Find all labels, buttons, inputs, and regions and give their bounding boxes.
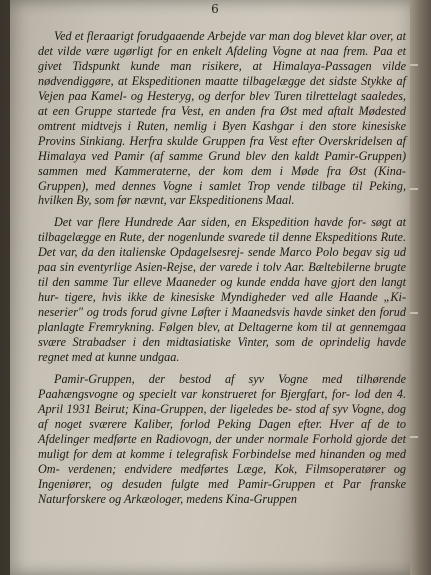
text-line: klar over, at det vilde være ugørligt for en enkelt Afdeling — [38, 29, 406, 58]
page-number: 6 — [211, 2, 219, 16]
text-line: lod den 4. April 1931 Beirut; Kina-Gruppen, der ligeledes be- — [38, 386, 407, 416]
text-line: den forud planlagte Fremrykning. Følgen blev, at Deltagerne — [38, 305, 406, 335]
text-line: sende Marco Polo begav sig ud paa sin eventyrlige Asien-Rejse, — [38, 245, 406, 275]
text-line: kinesiske Provins Sinkiang. Herfra skulde Gruppen fra Vest — [38, 118, 406, 148]
text-line: Gruppe startede fra Vest, en anden fra Øst med aftalt Mødested — [74, 103, 406, 118]
text-line: blev den kaldt Pamir-Gruppen) sammen med Kammeraterne, — [38, 148, 407, 178]
text-line: maatte tilbagelægge det sidste Stykke af Vejen paa Kamel- og — [38, 73, 406, 103]
text-line: Pamir-Gruppen, der bestod af syv Vogne med tilhørende — [54, 371, 406, 386]
paragraph — [38, 29, 406, 208]
text-line: kom til at gennemgaa svære Strabadser i den midtasiatiske — [38, 320, 406, 350]
text-line: Vogne i samlet Trop vende tilbage til Peking, hvilken By, som — [38, 178, 406, 208]
text-line: Paahængsvogne og specielt var konstrueret for Bjergfart, for- — [38, 386, 351, 401]
binding-stitch — [410, 436, 418, 438]
text-line: Ekspeditions Rute. Det var, da den italienske Opdagelsesrej- — [38, 230, 406, 260]
text-line: stod af syv Vogne, dog af noget sværere Kaliber, forlod Peking — [38, 401, 406, 431]
paragraph — [38, 215, 406, 365]
binding-stitch — [410, 312, 418, 314]
text-line: og Ingeniører, og desuden fulgte med Pamir-Gruppen et Par — [38, 461, 406, 491]
body-text — [38, 29, 406, 514]
text-line: franske Naturforskere og Arkæologer, medens Kina-Gruppen — [38, 476, 406, 506]
text-line: at Himalaya-Passagen vilde nødvendiggøre, at Ekspeditionen — [38, 58, 406, 88]
text-line: der kom dem i Møde fra Øst (Kina-Gruppen), med dennes — [38, 163, 406, 193]
binding-stitch — [410, 64, 418, 66]
text-line: der under normale Forhold gjorde det muligt for dem at — [38, 431, 406, 461]
text-line: søgt at tilbagelægge en Rute, der nogenlunde svarede til denne — [38, 215, 406, 245]
text-line: Det var flere Hundrede Aar siden, en Ekspedition havde for- — [54, 215, 367, 230]
text-line: Vinter, som de oprindelig havde regnet med at kunne undgaa. — [38, 335, 406, 365]
text-line: Vogne at naa frem. Paa et givet Tidspunkt kunde man risikere, — [38, 43, 407, 73]
binding-stitch — [410, 188, 418, 190]
book-spine — [410, 0, 431, 575]
text-line: Ved et fleraarigt forudgaaende Arbejde var man dog blevet — [54, 29, 344, 43]
text-line: verdenen; endvidere medførtes Læge, Kok, Filmsoperatører — [67, 461, 386, 476]
text-line: neserier" og trods forud givne Løfter i Maanedsvis havde sinket — [38, 305, 355, 320]
text-line: Dagen efter. Hver af de to Afdelinger medførte en Radiovogn, — [38, 416, 406, 446]
text-line: Hesteryg, og derfor blev Turen tilrettelagt saaledes, at een — [38, 88, 406, 118]
text-line: elleve Maaneder og kunde endda have gjort den langt hur- — [38, 275, 407, 305]
paragraph — [38, 372, 406, 507]
text-line: tigere, hvis ikke de kinesiske Myndigheder ved alle Haande „Ki- — [64, 290, 406, 305]
book-page — [10, 0, 420, 575]
text-line: der varede i tolv Aar. Bæltebilerne brugte til den samme Tur — [38, 260, 406, 290]
text-line: efter Overskridelsen af Himalaya ved Pamir (af samme Grund — [38, 133, 407, 163]
text-line: før nævnt, var Ekspeditionens Maal. — [117, 193, 295, 208]
text-line: komme i telegrafisk Forbindelse med hinanden og med Om- — [38, 446, 407, 476]
text-line: omtrent midtvejs i Ruten, nemlig i Byen Kashgar i den store — [38, 118, 357, 133]
